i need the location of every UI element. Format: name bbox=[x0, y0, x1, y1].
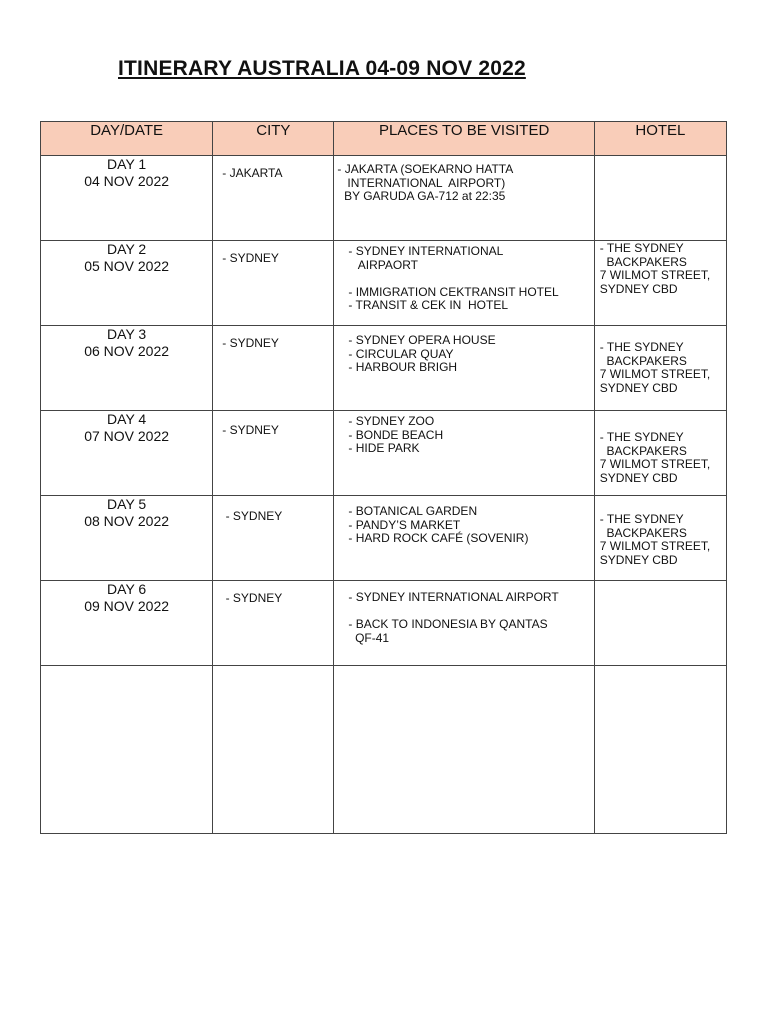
city-cell bbox=[213, 411, 334, 496]
empty-cell bbox=[334, 666, 594, 834]
day-date-cell bbox=[41, 581, 213, 666]
city-text: - JAKARTA bbox=[222, 166, 283, 180]
header-city: CITY bbox=[213, 122, 334, 156]
empty-cell bbox=[594, 666, 726, 834]
day-date-cell bbox=[41, 496, 213, 581]
hotel-cell bbox=[594, 156, 726, 241]
itinerary-table bbox=[40, 121, 727, 834]
places-cell bbox=[334, 241, 594, 326]
date-label: 07 NOV 2022 bbox=[84, 428, 170, 444]
empty-cell bbox=[213, 666, 334, 834]
places-text: - SYDNEY INTERNATIONAL AIRPORT - BACK TO INDONESIA BY QANTAS QF-41 bbox=[348, 590, 559, 645]
city-cell bbox=[213, 156, 334, 241]
day-date-cell bbox=[41, 156, 213, 241]
places-cell bbox=[334, 581, 594, 666]
day-label: DAY 6 bbox=[107, 581, 147, 597]
date-label: 09 NOV 2022 bbox=[84, 598, 170, 614]
day-label: DAY 4 bbox=[107, 411, 147, 427]
hotel-text bbox=[595, 581, 726, 587]
places-cell bbox=[334, 496, 594, 581]
empty-cell bbox=[41, 666, 213, 834]
table-row bbox=[41, 326, 727, 411]
places-text: - SYDNEY ZOO - BONDE BEACH - HIDE PARK bbox=[348, 414, 444, 456]
city-text: - SYDNEY bbox=[222, 423, 279, 437]
table-body bbox=[41, 156, 727, 834]
places-text: - JAKARTA (SOEKARNO HATTA INTERNATIONAL AIRPORT) BY GARUDA GA-712 at 22:35 bbox=[337, 162, 514, 204]
city-cell bbox=[213, 581, 334, 666]
header-row bbox=[41, 122, 727, 156]
day-label: DAY 2 bbox=[107, 241, 147, 257]
places-text: - SYDNEY OPERA HOUSE - CIRCULAR QUAY - HARBOUR BRIGH bbox=[348, 333, 496, 375]
table-row bbox=[41, 581, 727, 666]
hotel-text: - THE SYDNEY BACKPAKERS 7 WILMOT STREET, SYDNEY CBD bbox=[599, 241, 711, 296]
hotel-cell bbox=[594, 581, 726, 666]
page-title: ITINERARY AUSTRALIA 04-09 NOV 2022 bbox=[118, 57, 526, 80]
day-label: DAY 1 bbox=[107, 156, 147, 172]
table-row bbox=[41, 496, 727, 581]
hotel-cell bbox=[594, 496, 726, 581]
day-label: DAY 3 bbox=[107, 326, 147, 342]
hotel-text: - THE SYDNEY BACKPAKERS 7 WILMOT STREET, SYDNEY CBD bbox=[599, 512, 711, 567]
city-cell bbox=[213, 326, 334, 411]
header-hotel: HOTEL bbox=[594, 122, 726, 156]
header-places: PLACES TO BE VISITED bbox=[334, 122, 594, 156]
places-text: - BOTANICAL GARDEN - PANDY’S MARKET - HARD ROCK CAFÉ (SOVENIR) bbox=[348, 504, 529, 546]
places-cell bbox=[334, 326, 594, 411]
day-date-cell bbox=[41, 241, 213, 326]
places-cell bbox=[334, 156, 594, 241]
city-text: - SYDNEY bbox=[222, 591, 283, 605]
day-label: DAY 5 bbox=[107, 496, 147, 512]
city-text: - SYDNEY bbox=[222, 336, 279, 350]
hotel-text: - THE SYDNEY BACKPAKERS 7 WILMOT STREET, SYDNEY CBD bbox=[599, 340, 711, 395]
table-row bbox=[41, 411, 727, 496]
places-cell bbox=[334, 411, 594, 496]
places-text: - SYDNEY INTERNATIONAL AIRPAORT - IMMIGRATION CEKTRANSIT HOTEL - TRANSIT & CEK IN HOTEL bbox=[348, 244, 559, 313]
table-header bbox=[41, 122, 727, 156]
date-label: 05 NOV 2022 bbox=[84, 258, 170, 274]
day-date-cell bbox=[41, 326, 213, 411]
hotel-text: - THE SYDNEY BACKPAKERS 7 WILMOT STREET, SYDNEY CBD bbox=[599, 430, 711, 485]
hotel-cell bbox=[594, 411, 726, 496]
city-cell bbox=[213, 496, 334, 581]
city-text: - SYDNEY bbox=[222, 251, 279, 265]
date-label: 04 NOV 2022 bbox=[84, 173, 170, 189]
empty-row bbox=[41, 666, 727, 834]
city-text: - SYDNEY bbox=[222, 509, 283, 523]
hotel-text bbox=[595, 156, 726, 162]
table-row bbox=[41, 156, 727, 241]
hotel-cell bbox=[594, 241, 726, 326]
hotel-cell bbox=[594, 326, 726, 411]
date-label: 08 NOV 2022 bbox=[84, 513, 170, 529]
day-date-cell bbox=[41, 411, 213, 496]
date-label: 06 NOV 2022 bbox=[84, 343, 170, 359]
header-day-date: DAY/DATE bbox=[41, 122, 213, 156]
city-cell bbox=[213, 241, 334, 326]
table-row bbox=[41, 241, 727, 326]
